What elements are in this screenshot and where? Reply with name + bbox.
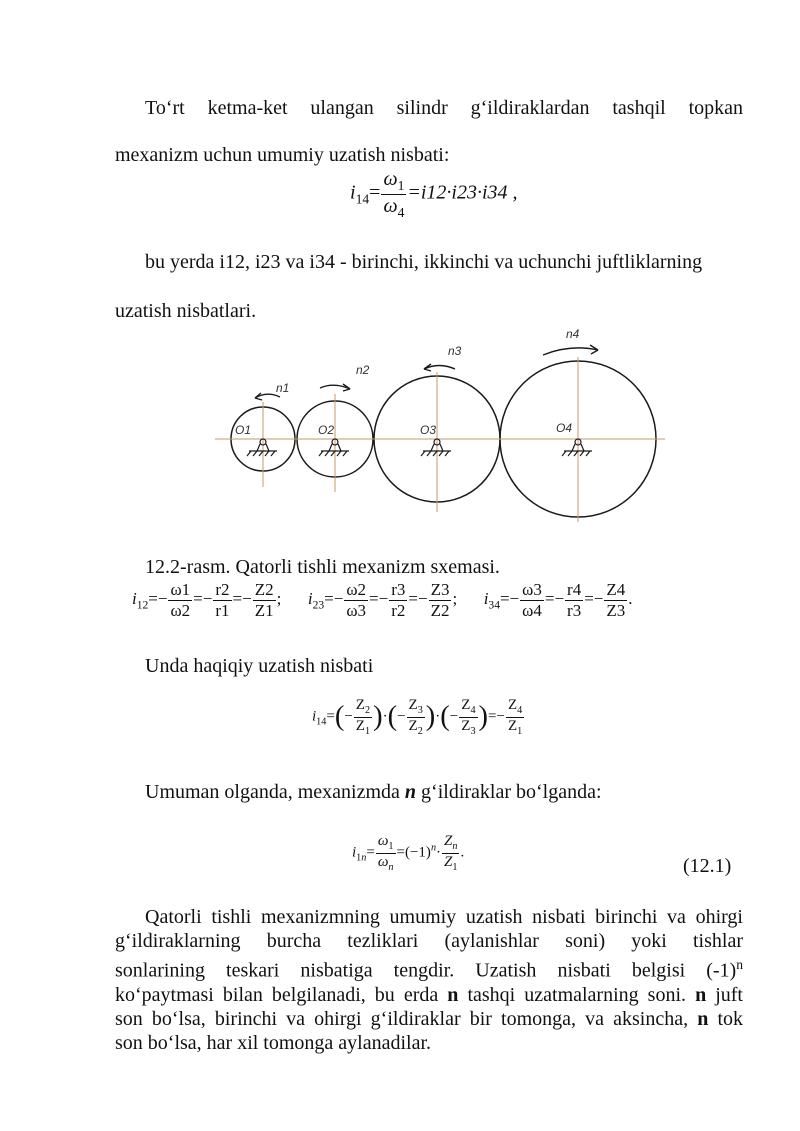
label-o1: O1 <box>235 423 252 437</box>
i34-sub: 34 <box>488 598 500 612</box>
supports <box>247 439 592 456</box>
final-l3-sup: n <box>736 957 743 972</box>
umuman-n: n <box>404 781 417 803</box>
final-l4-mid: tashqi uzatmalarning soni. <box>458 983 696 1006</box>
i34-label: i <box>483 588 489 608</box>
i23-sub: 23 <box>312 598 325 612</box>
equation-row-ratios: $i_{12}=-$ $\frac{\omega 1}{\omega 2}$ =− $\frac{r2}{r1}$ =− $\frac{Z2}{Z1}$ ; $i_{23}=-$ $\frac{\omega 2}{\omega 3}$ =− $\frac{r3}{r2}$ =− $\frac{Z3}{Z2}$ ; $i_{34}=-$ $\frac{\omega 3}{\omega 4}$ =− $\frac{r4}{r3}$ =− $\frac{Z4}{Z3}$ . <box>132 580 633 620</box>
label-o4: O4 <box>556 421 573 435</box>
gear-train-diagram <box>210 322 670 527</box>
final-line-5 <box>115 1007 743 1031</box>
umuman-text <box>115 779 743 805</box>
i23-label: i <box>307 588 313 608</box>
label-o3: O3 <box>420 423 437 437</box>
eq1-lhs-sub: 14 <box>355 191 370 207</box>
eq1-num: ω <box>383 168 398 190</box>
final-line-6: son bo‘lsa, har xil tomonga aylanadilar. <box>115 1031 432 1054</box>
i12-label: i <box>132 588 137 608</box>
equation-number: (12.1) <box>683 855 732 877</box>
label-n3: n3 <box>448 344 462 358</box>
final-line-4 <box>115 983 743 1007</box>
explain-line-2: uzatish nisbatlari. <box>115 300 257 322</box>
final-line-1: Qatorli tishli mexanizmning umumiy uzatish nisbati birinchi va ohirgi <box>145 906 743 928</box>
rotation-arrows <box>255 345 598 400</box>
explain-line-1: bu yerda i12, i23 va i34 - birinchi, ikkinchi va uchunchi juftliklarning <box>145 251 703 273</box>
final-line-3 <box>115 953 743 983</box>
label-n2: n2 <box>356 363 370 377</box>
label-n4: n4 <box>566 327 580 341</box>
label-n1: n1 <box>276 381 290 395</box>
unda-text: Unda haqiqiy uzatish nisbati <box>145 655 374 677</box>
final-l5-b: n <box>697 1007 709 1030</box>
final-line-2: g‘ildiraklarning burcha tezliklari (aylanishlar soni) yoki tishlar <box>115 930 743 952</box>
w1: ω1 <box>170 580 191 599</box>
r2: r2 <box>215 580 230 599</box>
w2b: ω2 <box>346 580 367 599</box>
intro-line-2: mexanizm uchun umumiy uzatish nisbati: <box>115 144 450 166</box>
equation-i14-product: $i_{14}=(-$ $\frac{Z_2}{Z_1}$ )·(− $\frac{Z_3}{Z_2}$ )·(− $\frac{Z_4}{Z_3}$ )=− $\frac{Z_4}{Z_1}$ <box>312 697 523 737</box>
z2b: Z2 <box>430 600 450 620</box>
eq1-lhs: i <box>350 181 356 204</box>
eq1-den: ω <box>383 194 398 217</box>
final-l4-post: juft <box>706 983 743 1006</box>
final-l4-pre: ko‘paytmasi bilan belgilanadi, bu erda <box>115 983 448 1006</box>
w2: ω2 <box>170 600 191 620</box>
label-o2: O2 <box>318 423 335 437</box>
r3b: r3 <box>567 600 582 620</box>
eq1-den-sub: 4 <box>397 204 405 220</box>
final-l4-b1: n <box>447 983 459 1006</box>
w4: ω4 <box>522 600 542 620</box>
umuman-post: g‘ildiraklar bo‘lganda: <box>416 781 602 803</box>
eq1-fraction <box>381 168 406 220</box>
figure-caption: 12.2-rasm. Qatorli tishli mexanizm sxemasi. <box>145 556 500 578</box>
z3b: Z3 <box>606 600 626 620</box>
r4: r4 <box>567 580 582 599</box>
intro-line-1: To‘rt ketma-ket ulangan silindr g‘ildiraklardan tashqil topkan <box>145 97 743 119</box>
r2b: r2 <box>391 600 406 620</box>
z2: Z2 <box>254 580 274 599</box>
final-paragraph <box>115 905 743 1055</box>
w3b: ω3 <box>522 580 542 599</box>
eq1-rhs: =i12·i23·i34 , <box>407 181 518 204</box>
equation-i14: $i_{14}=$ $\frac{\omega_1}{\omega_4}$ =i12·i23·i34 , <box>350 168 518 220</box>
final-l3-pre: sonlarining teskari nisbatiga tengdir. Uzatish nisbati belgisi (-1) <box>115 959 737 982</box>
z1: Z1 <box>254 600 274 620</box>
final-l5: son bo‘lsa, birinchi va ohirgi g‘ildiraklar bir tomonga, va aksincha, <box>115 1007 698 1030</box>
z4: Z4 <box>606 580 626 599</box>
i12-sub: 12 <box>136 598 149 612</box>
r3: r3 <box>391 580 406 599</box>
r1: r1 <box>215 600 230 620</box>
final-l5-post: tok <box>708 1007 744 1030</box>
eq1-num-sub: 1 <box>397 178 405 193</box>
final-l4-b2: n <box>695 983 707 1006</box>
z3: Z3 <box>430 580 450 599</box>
equation-12-1: $i_{1n}=$ $\frac{\omega_1}{\omega_n}$ $=(-1)^n\cdot$ $\frac{Z_n}{Z_1}$ . <box>352 833 465 873</box>
umuman-pre: Umuman olganda, mexanizmda <box>145 781 405 803</box>
w3: ω3 <box>346 600 367 620</box>
